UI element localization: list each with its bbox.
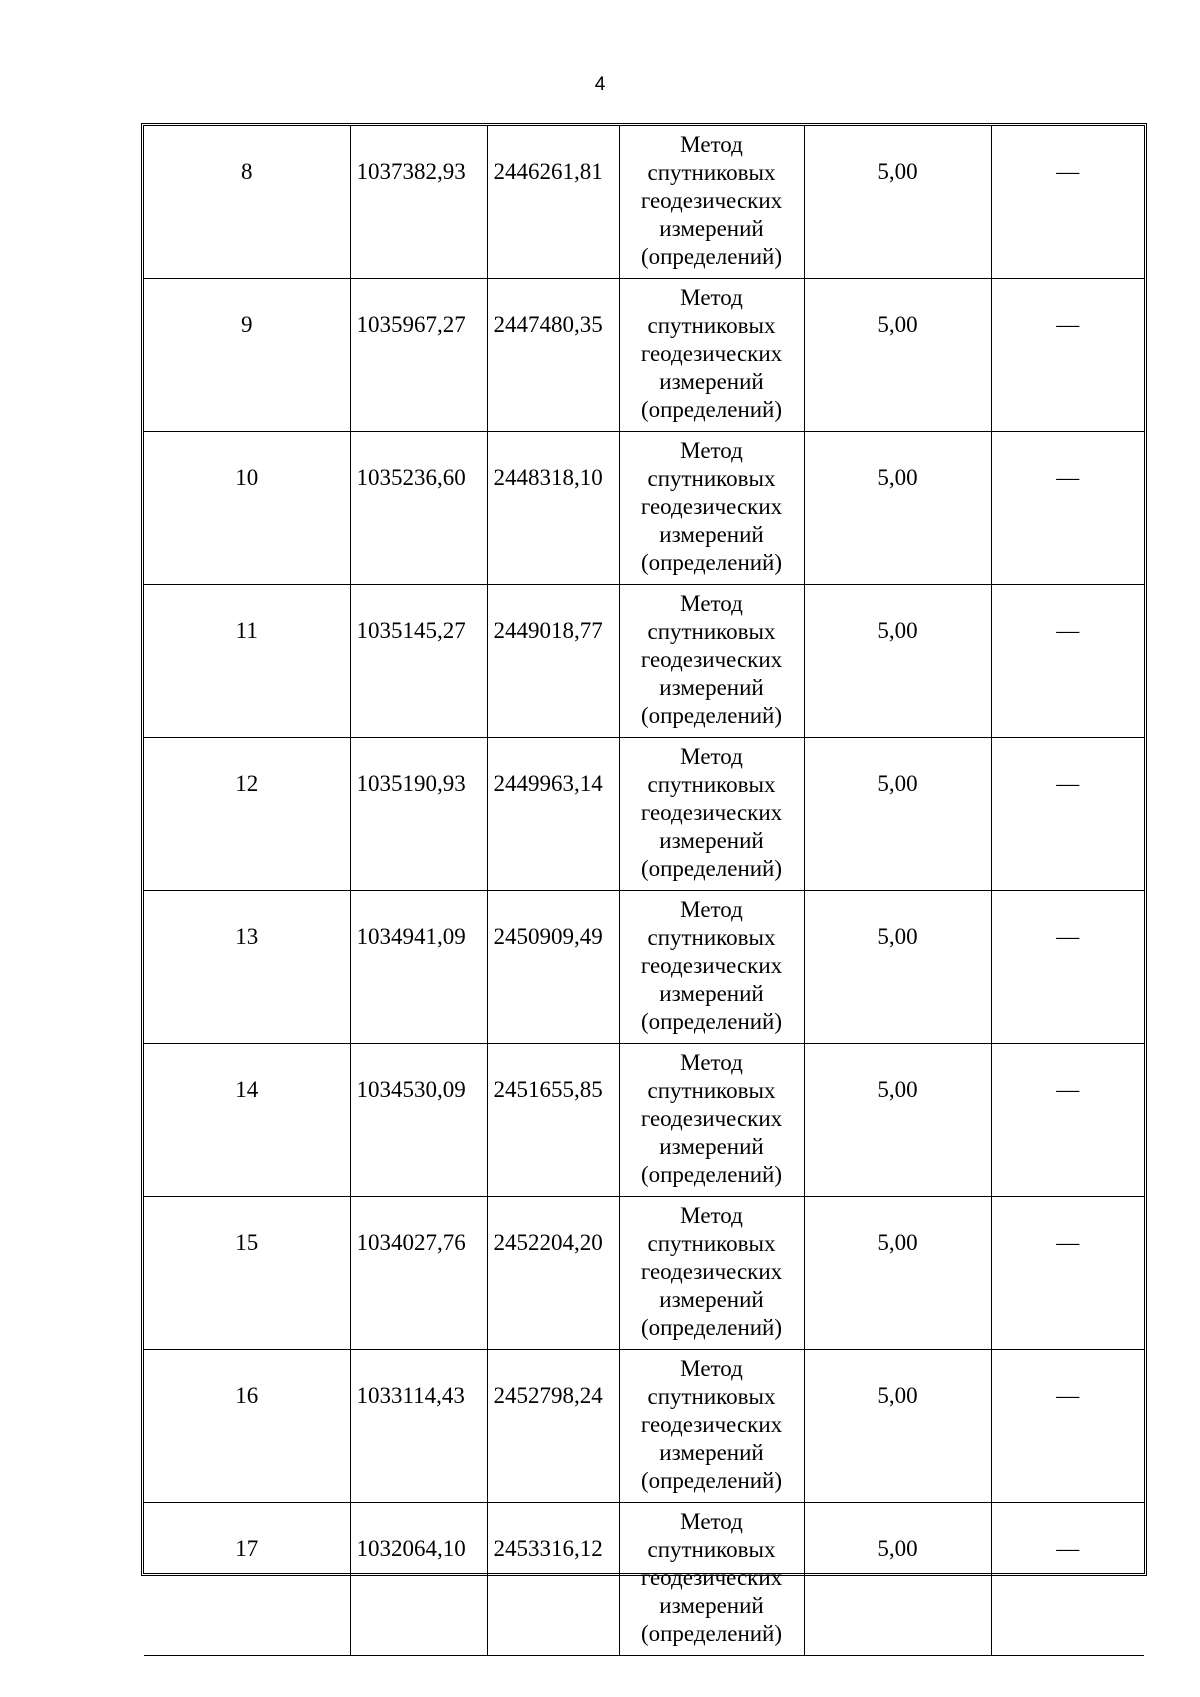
method-line: (определений) bbox=[640, 1009, 783, 1034]
method-line: (определений) bbox=[640, 856, 783, 881]
method-line: спутниковых bbox=[647, 160, 776, 185]
table-body bbox=[144, 126, 1144, 1656]
method-line: измерений bbox=[659, 522, 764, 547]
method-line: измерений bbox=[659, 1440, 764, 1465]
method-line: геодезических bbox=[640, 1565, 783, 1590]
x-coordinate-cell: 1037382,93 bbox=[350, 126, 487, 279]
method-line: Метод bbox=[680, 744, 743, 769]
method-cell bbox=[619, 1197, 804, 1350]
method-line: спутниковых bbox=[647, 772, 776, 797]
method-line: (определений) bbox=[640, 397, 783, 422]
y-coordinate-cell: 2453316,12 bbox=[487, 1503, 619, 1656]
method-line: Метод bbox=[680, 285, 743, 310]
accuracy-cell: 5,00 bbox=[804, 891, 991, 1044]
table-row bbox=[144, 279, 1144, 432]
y-coordinate-cell: 2447480,35 bbox=[487, 279, 619, 432]
method-line: спутниковых bbox=[647, 925, 776, 950]
table-row bbox=[144, 126, 1144, 279]
method-line: спутниковых bbox=[647, 619, 776, 644]
method-line: измерений bbox=[659, 216, 764, 241]
y-coordinate-cell: 2450909,49 bbox=[487, 891, 619, 1044]
accuracy-cell: 5,00 bbox=[804, 279, 991, 432]
method-line: Метод bbox=[680, 1509, 743, 1534]
method-line: геодезических bbox=[640, 188, 783, 213]
page-number: 4 bbox=[594, 74, 606, 95]
method-line: (определений) bbox=[640, 1162, 783, 1187]
point-number-cell: 10 bbox=[144, 432, 350, 585]
method-line: геодезических bbox=[640, 953, 783, 978]
y-coordinate-cell: 2452798,24 bbox=[487, 1350, 619, 1503]
table-row bbox=[144, 1503, 1144, 1656]
accuracy-cell: 5,00 bbox=[804, 1044, 991, 1197]
method-line: геодезических bbox=[640, 1106, 783, 1131]
method-line: геодезических bbox=[640, 341, 783, 366]
method-line: геодезических bbox=[640, 1259, 783, 1284]
method-cell bbox=[619, 126, 804, 279]
table-row bbox=[144, 1350, 1144, 1503]
table-row bbox=[144, 585, 1144, 738]
method-line: измерений bbox=[659, 675, 764, 700]
table-row bbox=[144, 738, 1144, 891]
table-row bbox=[144, 891, 1144, 1044]
x-coordinate-cell: 1032064,10 bbox=[350, 1503, 487, 1656]
method-line: спутниковых bbox=[647, 313, 776, 338]
note-cell: — bbox=[991, 1197, 1144, 1350]
method-cell bbox=[619, 585, 804, 738]
y-coordinate-cell: 2451655,85 bbox=[487, 1044, 619, 1197]
method-line: спутниковых bbox=[647, 1537, 776, 1562]
method-line: Метод bbox=[680, 1203, 743, 1228]
method-line: измерений bbox=[659, 1134, 764, 1159]
x-coordinate-cell: 1034027,76 bbox=[350, 1197, 487, 1350]
method-line: геодезических bbox=[640, 494, 783, 519]
method-line: (определений) bbox=[640, 1468, 783, 1493]
point-number-cell: 16 bbox=[144, 1350, 350, 1503]
method-line: (определений) bbox=[640, 1315, 783, 1340]
accuracy-cell: 5,00 bbox=[804, 738, 991, 891]
note-cell: — bbox=[991, 126, 1144, 279]
method-line: измерений bbox=[659, 1593, 764, 1618]
method-line: Метод bbox=[680, 897, 743, 922]
x-coordinate-cell: 1035236,60 bbox=[350, 432, 487, 585]
method-line: (определений) bbox=[640, 550, 783, 575]
method-cell bbox=[619, 738, 804, 891]
y-coordinate-cell: 2449963,14 bbox=[487, 738, 619, 891]
x-coordinate-cell: 1035967,27 bbox=[350, 279, 487, 432]
note-cell: — bbox=[991, 279, 1144, 432]
accuracy-cell: 5,00 bbox=[804, 585, 991, 738]
method-line: измерений bbox=[659, 1287, 764, 1312]
method-line: Метод bbox=[680, 132, 743, 157]
x-coordinate-cell: 1035145,27 bbox=[350, 585, 487, 738]
method-line: (определений) bbox=[640, 1621, 783, 1646]
x-coordinate-cell: 1034530,09 bbox=[350, 1044, 487, 1197]
y-coordinate-cell: 2449018,77 bbox=[487, 585, 619, 738]
table-row bbox=[144, 432, 1144, 585]
method-cell bbox=[619, 432, 804, 585]
y-coordinate-cell: 2448318,10 bbox=[487, 432, 619, 585]
note-cell: — bbox=[991, 1044, 1144, 1197]
y-coordinate-cell: 2452204,20 bbox=[487, 1197, 619, 1350]
method-line: Метод bbox=[680, 591, 743, 616]
table-row bbox=[144, 1197, 1144, 1350]
accuracy-cell: 5,00 bbox=[804, 126, 991, 279]
x-coordinate-cell: 1033114,43 bbox=[350, 1350, 487, 1503]
method-cell bbox=[619, 1350, 804, 1503]
y-coordinate-cell: 2446261,81 bbox=[487, 126, 619, 279]
method-line: спутниковых bbox=[647, 1231, 776, 1256]
method-line: измерений bbox=[659, 981, 764, 1006]
method-line: Метод bbox=[680, 438, 743, 463]
point-number-cell: 12 bbox=[144, 738, 350, 891]
point-number-cell: 8 bbox=[144, 126, 350, 279]
method-cell bbox=[619, 891, 804, 1044]
note-cell: — bbox=[991, 891, 1144, 1044]
note-cell: — bbox=[991, 738, 1144, 891]
method-line: геодезических bbox=[640, 800, 783, 825]
method-line: измерений bbox=[659, 369, 764, 394]
method-line: (определений) bbox=[640, 244, 783, 269]
accuracy-cell: 5,00 bbox=[804, 432, 991, 585]
accuracy-cell: 5,00 bbox=[804, 1197, 991, 1350]
coordinates-table bbox=[141, 123, 1147, 1646]
note-cell: — bbox=[991, 585, 1144, 738]
table-row bbox=[144, 1044, 1144, 1197]
method-line: геодезических bbox=[640, 1412, 783, 1437]
accuracy-cell: 5,00 bbox=[804, 1350, 991, 1503]
point-number-cell: 14 bbox=[144, 1044, 350, 1197]
point-number-cell: 11 bbox=[144, 585, 350, 738]
method-cell bbox=[619, 1044, 804, 1197]
point-number-cell: 17 bbox=[144, 1503, 350, 1656]
point-number-cell: 13 bbox=[144, 891, 350, 1044]
note-cell: — bbox=[991, 1350, 1144, 1503]
note-cell: — bbox=[991, 432, 1144, 585]
method-line: измерений bbox=[659, 828, 764, 853]
method-line: спутниковых bbox=[647, 1078, 776, 1103]
method-line: Метод bbox=[680, 1356, 743, 1381]
method-line: Метод bbox=[680, 1050, 743, 1075]
method-line: геодезических bbox=[640, 647, 783, 672]
method-cell bbox=[619, 1503, 804, 1656]
accuracy-cell: 5,00 bbox=[804, 1503, 991, 1656]
point-number-cell: 15 bbox=[144, 1197, 350, 1350]
point-number-cell: 9 bbox=[144, 279, 350, 432]
x-coordinate-cell: 1035190,93 bbox=[350, 738, 487, 891]
method-line: спутниковых bbox=[647, 466, 776, 491]
method-cell bbox=[619, 279, 804, 432]
note-cell: — bbox=[991, 1503, 1144, 1656]
x-coordinate-cell: 1034941,09 bbox=[350, 891, 487, 1044]
method-line: (определений) bbox=[640, 703, 783, 728]
method-line: спутниковых bbox=[647, 1384, 776, 1409]
